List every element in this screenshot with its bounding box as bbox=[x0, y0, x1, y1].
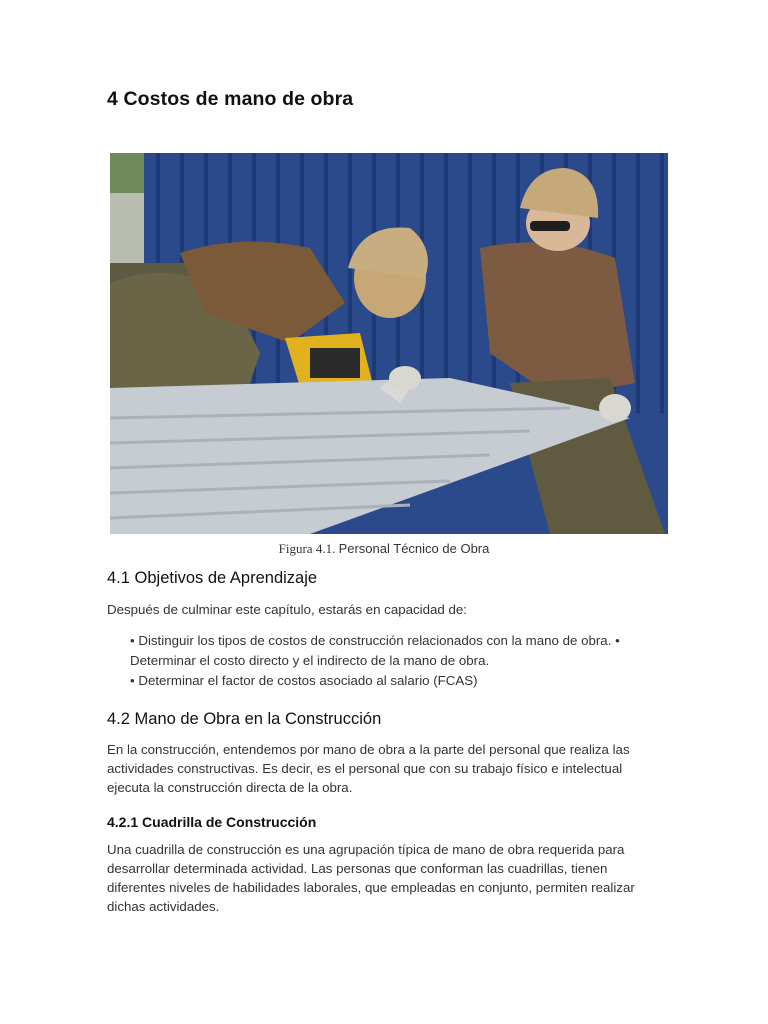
figure-photo-workers bbox=[110, 153, 668, 534]
figure-caption bbox=[0, 541, 768, 557]
page-title: 4 Costos de mano de obra bbox=[107, 88, 354, 110]
list-item: • Determinar el costo directo y el indirecto de la mano de obra. bbox=[130, 633, 620, 668]
subsection-heading-cuadrilla: 4.2.1 Cuadrilla de Construcción bbox=[107, 814, 317, 830]
list-item: • Distinguir los tipos de costos de construcción relacionados con la mano de obra. bbox=[130, 633, 612, 648]
section-heading-mano-de-obra: 4.2 Mano de Obra en la Construcción bbox=[107, 710, 382, 728]
figure-caption-text: Personal Técnico de Obra bbox=[338, 541, 490, 556]
section-heading-objetivos: 4.1 Objetivos de Aprendizaje bbox=[107, 569, 318, 587]
section-intro: Después de culminar este capítulo, estarás en capacidad de: bbox=[107, 602, 467, 617]
figure-caption-number: Figura 4.1. bbox=[278, 541, 336, 556]
objectives-list bbox=[130, 631, 650, 691]
list-item: • Determinar el factor de costos asociado al salario (FCAS) bbox=[130, 673, 478, 688]
subsection-paragraph: Una cuadrilla de construcción es una agrupación típica de mano de obra requerida para desarrollar determinada actividad. Las personas que conforman las cuadrillas, tienen diferentes niveles de habilidades laborales, que empleadas en conjunto, permiten realizar dichas actividades. bbox=[107, 842, 635, 914]
section-paragraph: En la construcción, entendemos por mano de obra a la parte del personal que realiza las actividades constructivas. Es decir, es el personal que con su trabajo físico e intelectual ejecuta la construcción directa de la obra. bbox=[107, 742, 630, 795]
